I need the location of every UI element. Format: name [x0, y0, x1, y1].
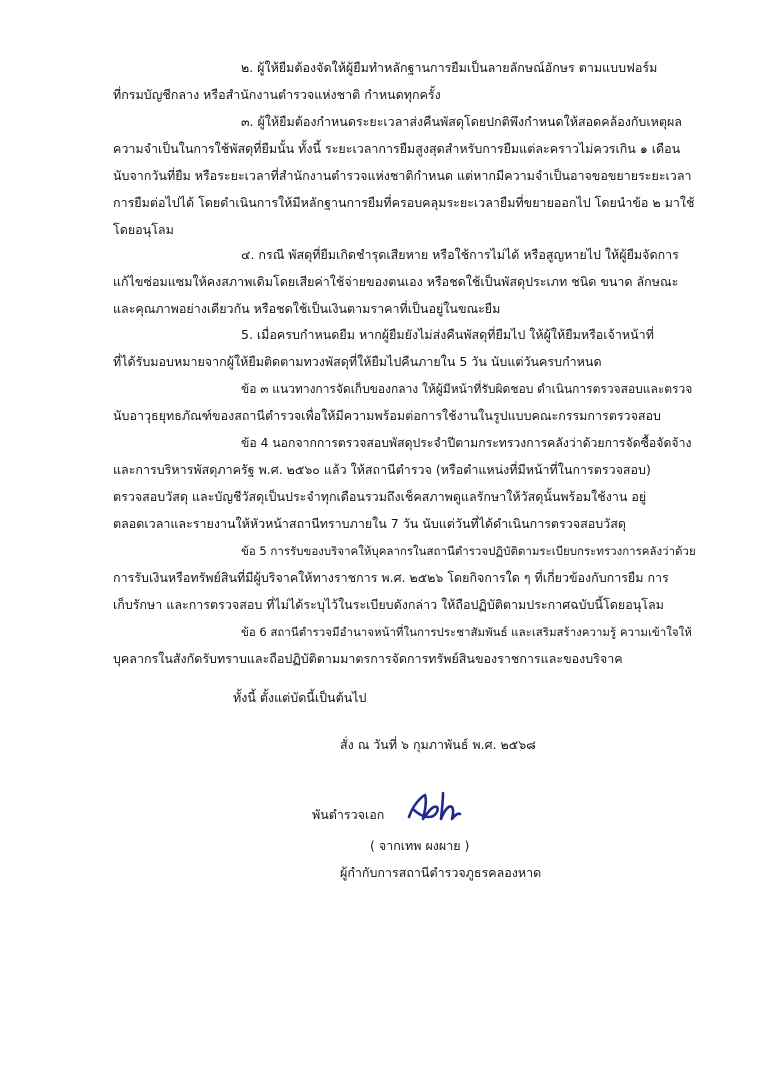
- signer-position: ผู้กำกับการสถานีตำรวจภูธรคลองหาด: [340, 865, 542, 880]
- effective-statement: ทั้งนี้ ตั้งแต่บัดนี้เป็นต้นไป: [233, 690, 367, 705]
- text-line: เก็บรักษา และการตรวจสอบ ที่ไม่ได้ระบุไว้ในระเบียบดังกล่าว ให้ถือปฏิบัติตามประกาศฉบับนี้โดยอนุโลม: [113, 597, 664, 612]
- text-line: การรับเงินหรือทรัพย์สินที่มีผู้บริจาคให้ทางราชการ พ.ศ. ๒๕๒๖ โดยกิจการใด ๆ ที่เกี่ยวข้องกับการยืม การ: [113, 570, 669, 585]
- text-line: ข้อ 5 การรับของบริจาคให้บุคลากรในสถานีตำรวจปฏิบัติตามระเบียบกระทรวงการคลังว่าด้วย: [241, 544, 696, 558]
- text-line: การยืมต่อไปได้ โดยดำเนินการให้มีหลักฐานการยืมที่ครอบคลุมระยะเวลายืมที่ขยายออกไป โดยนำข้อ ๒ มาใช้: [113, 195, 695, 210]
- text-line: ๔. กรณี พัสดุที่ยืมเกิดชำรุดเสียหาย หรือใช้การไม่ได้ หรือสูญหายไป ให้ผู้ยืมจัดการ: [241, 247, 679, 262]
- text-line: 5. เมื่อครบกำหนดยืม หากผู้ยืมยังไม่ส่งคืนพัสดุที่ยืมไป ให้ผู้ให้ยืมหรือเจ้าหน้าที่: [241, 327, 654, 342]
- date-line: สั่ง ณ วันที่ ๖ กุมภาพันธ์ พ.ศ. ๒๕๖๘: [340, 737, 536, 752]
- text-line: ข้อ 4 นอกจากการตรวจสอบพัสดุประจำปีตามกระทรวงการคลังว่าด้วยการจัดซื้อจัดจ้าง: [241, 436, 692, 450]
- text-line: ๓. ผู้ให้ยืมต้องกำหนดระยะเวลาส่งคืนพัสดุโดยปกติพึงกำหนดให้สอดคล้องกับเหตุผล: [241, 114, 682, 129]
- handwritten-signature: [403, 787, 463, 827]
- text-line: โดยอนุโลม: [113, 222, 174, 237]
- text-line: ที่กรมบัญชีกลาง หรือสำนักงานตำรวจแห่งชาติ กำหนดทุกครั้ง: [113, 87, 441, 102]
- text-line: ที่ได้รับมอบหมายจากผู้ให้ยืมติดตามทวงพัสดุที่ให้ยืมไปคืนภายใน 5 วัน นับแต่วันครบกำหนด: [113, 354, 602, 369]
- text-line: นับจากวันที่ยืม หรือระยะเวลาที่สำนักงานตำรวจแห่งชาติกำหนด แต่หากมีความจำเป็นอาจขอขยายระยะเวลา: [113, 168, 692, 183]
- signer-rank: พันตำรวจเอก: [312, 807, 385, 822]
- text-line: และคุณภาพอย่างเดียวกัน หรือชดใช้เป็นเงินตามราคาที่เป็นอยู่ในขณะยืม: [113, 301, 501, 316]
- text-line: ตลอดเวลาและรายงานให้หัวหน้าสถานีทราบภายใน 7 วัน นับแต่วันที่ได้ดำเนินการตรวจสอบวัสดุ: [113, 516, 626, 531]
- text-line: นับอาวุธยุทธภัณฑ์ของสถานีตำรวจเพื่อให้มีความพร้อมต่อการใช้งานในรูปแบบคณะกรรมการตรวจสอบ: [113, 408, 661, 423]
- text-line: ข้อ ๓ แนวทางการจัดเก็บของกลาง ให้ผู้มีหน้าที่รับผิดชอบ ดำเนินการตรวจสอบและตรวจ: [241, 382, 693, 396]
- signer-name: ( จากเทพ ผงผาย ): [370, 838, 470, 853]
- text-line: และการบริหารพัสดุภาครัฐ พ.ศ. ๒๕๖๐ แล้ว ให้สถานีตำรวจ (หรือตำแหน่งที่มีหน้าที่ในการตรวจสอบ): [113, 462, 651, 477]
- text-line: ข้อ 6 สถานีตำรวจมีอำนาจหน้าที่ในการประชาสัมพันธ์ และเสริมสร้างความรู้ ความเข้าใจให้: [241, 625, 692, 639]
- text-line: ๒. ผู้ให้ยืมต้องจัดให้ผู้ยืมทำหลักฐานการยืมเป็นลายลักษณ์อักษร ตามแบบฟอร์ม: [241, 60, 658, 75]
- text-line: บุคลากรในสังกัดรับทราบและถือปฏิบัติตามมาตรการจัดการทรัพย์สินของราชการและของบริจาค: [113, 651, 623, 666]
- text-line: ตรวจสอบวัสดุ และบัญชีวัสดุเป็นประจำทุกเดือนรวมถึงเช็คสภาพดูแลรักษาให้วัสดุนั้นพร้อมใช้งาน อยู่: [113, 489, 647, 504]
- text-line: ความจำเป็นในการใช้พัสดุที่ยืมนั้น ทั้งนี้ ระยะเวลาการยืมสูงสุดสำหรับการยืมแต่ละคราวไม่ควรเกิน ๑ เดือน: [113, 141, 681, 156]
- text-line: แก้ไขซ่อมแซมให้คงสภาพเดิมโดยเสียค่าใช้จ่ายของตนเอง หรือชดใช้เป็นพัสดุประเภท ชนิด ขนาด ลักษณะ: [113, 274, 679, 289]
